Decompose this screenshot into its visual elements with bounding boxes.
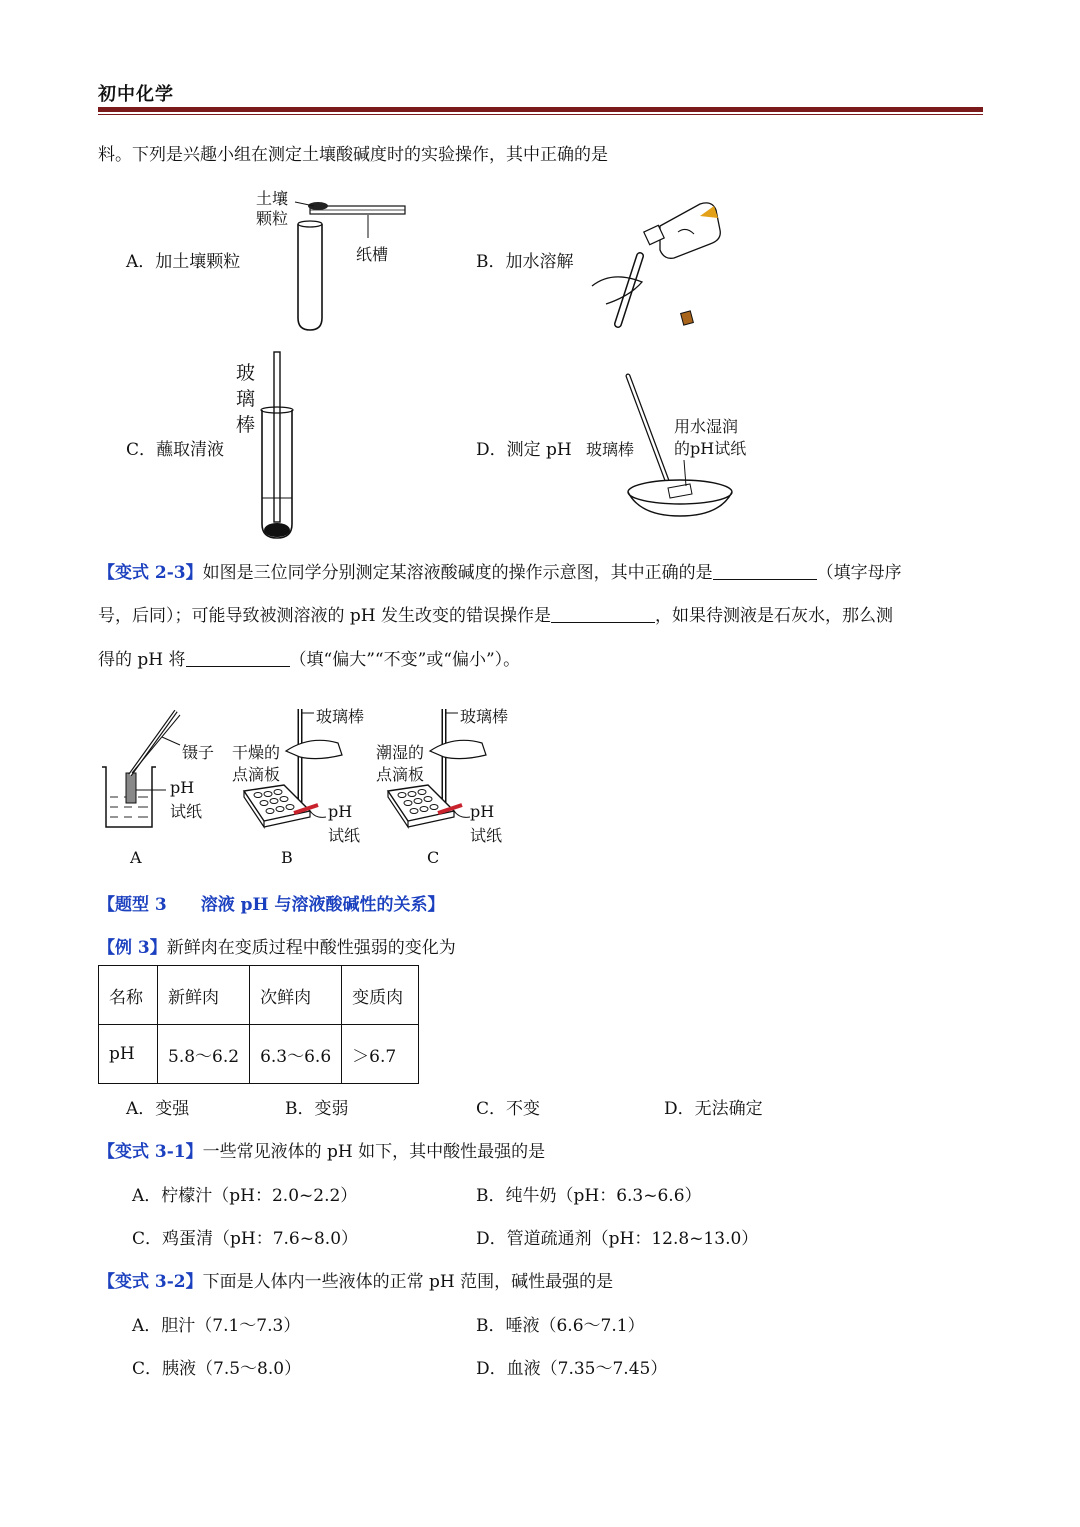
add-water-figure — [582, 186, 742, 336]
answer-blank-3[interactable] — [186, 650, 290, 667]
label-glass-rod-2: 璃 — [236, 388, 256, 410]
meat-ph-table — [98, 965, 419, 1084]
variant-3-1-option-d: D．管道疏通剂（pH：12.8~13.0） — [476, 1229, 759, 1249]
table-cell: 5.8～6.2 — [158, 1025, 250, 1084]
table-cell: 新鲜肉 — [158, 966, 250, 1025]
label-test-paper-c: 试纸 — [470, 826, 503, 845]
answer-blank-1[interactable] — [713, 563, 817, 580]
variant-3-1-question: 【变式 3-1】一些常见液体的 pH 如下，其中酸性最强的是 — [98, 1142, 546, 1162]
table-cell: ＞6.7 — [342, 1025, 419, 1084]
header-rule-thin — [98, 114, 983, 115]
table-row — [99, 1025, 419, 1084]
option-c-label: C．蘸取清液 — [126, 440, 225, 460]
variant-tag: 【变式 3-1】 — [98, 1142, 203, 1162]
table-cell: pH — [99, 1025, 158, 1084]
label-ph-c: pH — [470, 802, 495, 821]
table-cell: 变质肉 — [342, 966, 419, 1025]
variant-3-1-option-a: A．柠檬汁（pH：2.0~2.2） — [132, 1186, 358, 1206]
example-3-option-a: A．变强 — [126, 1099, 190, 1119]
variant-2-3-line-1: 【变式 2-3】如图是三位同学分别测定某溶液酸碱度的操作示意图，其中正确的是 （填字母序 — [98, 563, 902, 583]
label-glass-rod-b: 玻璃棒 — [316, 707, 365, 726]
label-wet-1: 用水湿润 — [674, 417, 739, 436]
variant-3-2-option-c: C．胰液（7.5～8.0） — [132, 1359, 302, 1379]
label-ph-a: pH — [170, 778, 195, 797]
figure-label-b: B — [281, 848, 293, 867]
example-3-option-c: C．不变 — [476, 1099, 541, 1119]
figure-label-a: A — [130, 848, 142, 867]
option-a-label: A．加土壤颗粒 — [126, 252, 241, 272]
section-3-title: 【题型 3 溶液 pH 与溶液酸碱性的关系】 — [98, 895, 445, 915]
option-d-label: D．测定 pH — [476, 440, 572, 460]
label-spot-plate-c: 点滴板 — [376, 765, 425, 784]
variant-tag: 【变式 2-3】 — [98, 563, 203, 583]
variant-2-3-line-2: 号，后同）；可能导致被测溶液的 pH 发生改变的错误操作是 ，如果待测液是石灰水，那么测 — [98, 606, 894, 626]
variant-3-2-option-d: D．血液（7.35～7.45） — [476, 1359, 668, 1379]
question-intro: 料。下列是兴趣小组在测定土壤酸碱度时的实验操作，其中正确的是 — [98, 145, 608, 165]
variant-3-2-option-b: B．唾液（6.6～7.1） — [476, 1316, 645, 1336]
table-cell: 次鲜肉 — [250, 966, 342, 1025]
label-ph-b: pH — [328, 802, 353, 821]
label-glass-rod-1: 玻 — [236, 362, 256, 384]
label-spot-plate-b: 点滴板 — [232, 765, 281, 784]
dip-clear-liquid-figure — [250, 350, 320, 545]
label-glass-rod-d: 玻璃棒 — [586, 440, 635, 459]
page-header-title: 初中化学 — [98, 84, 174, 105]
label-dry: 干燥的 — [232, 743, 281, 762]
example-tag: 【例 3】 — [98, 938, 167, 958]
example-3-question: 【例 3】新鲜肉在变质过程中酸性强弱的变化为 — [98, 938, 456, 958]
label-paper-trough: 纸槽 — [356, 245, 389, 264]
header-rule — [98, 107, 983, 112]
label-glass-rod-3: 棒 — [236, 414, 256, 436]
label-soil-1: 土壤 — [256, 189, 289, 208]
figure-label-c: C — [427, 848, 440, 867]
label-glass-rod-c: 玻璃棒 — [460, 707, 509, 726]
option-b-label: B．加水溶解 — [476, 252, 574, 272]
variant-3-1-option-c: C．鸡蛋清（pH：7.6~8.0） — [132, 1229, 359, 1249]
answer-blank-2[interactable] — [551, 606, 655, 623]
label-wet-2: 的pH试纸 — [674, 439, 747, 458]
label-test-paper-b: 试纸 — [328, 826, 361, 845]
variant-3-2-question: 【变式 3-2】下面是人体内一些液体的正常 pH 范围，碱性最强的是 — [98, 1272, 614, 1292]
table-cell: 名称 — [99, 966, 158, 1025]
example-3-option-b: B．变弱 — [285, 1099, 349, 1119]
variant-3-1-option-b: B．纯牛奶（pH：6.3~6.6） — [476, 1186, 702, 1206]
table-cell: 6.3～6.6 — [250, 1025, 342, 1084]
example-3-option-d: D．无法确定 — [664, 1099, 763, 1119]
variant-tag: 【变式 3-2】 — [98, 1272, 203, 1292]
variant-2-3-line-3: 得的 pH 将 （填“偏大”“不变”或“偏小”）。 — [98, 650, 521, 670]
variant-3-2-option-a: A．胆汁（7.1～7.3） — [132, 1316, 301, 1336]
label-tweezers: 镊子 — [182, 743, 215, 762]
label-wet: 潮湿的 — [376, 743, 425, 762]
table-header-row — [99, 966, 419, 1025]
label-soil-2: 颗粒 — [256, 209, 289, 228]
label-test-paper-a: 试纸 — [170, 802, 203, 821]
